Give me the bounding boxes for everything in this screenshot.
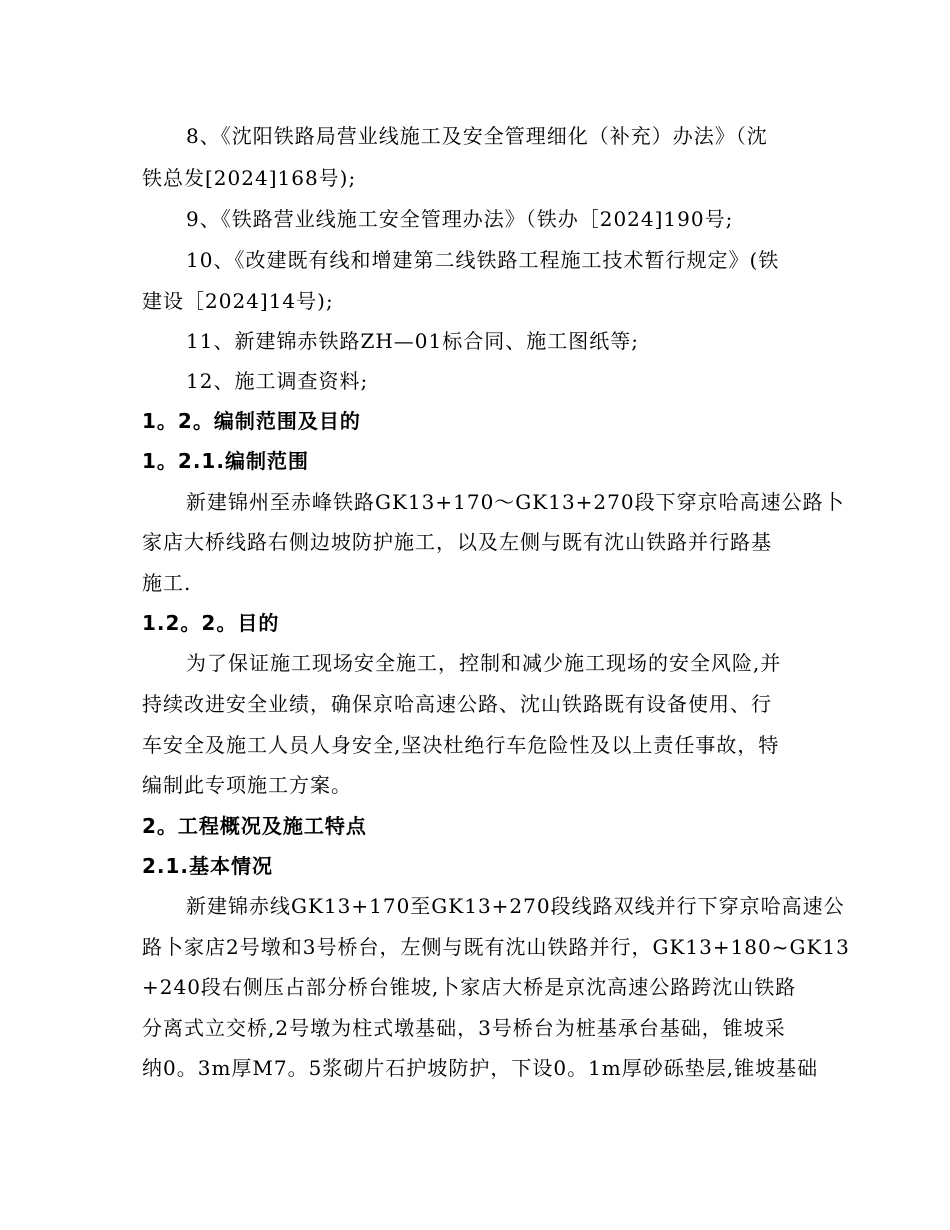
text-line: 车安全及施工人员人身安全,坚决杜绝行车危险性及以上责任事故，特 [142,733,780,757]
text-line: 纳0。3m厚M7。5浆砌片石护坡防护，下设0。1m厚砂砾垫层,锥坡基础 [142,1056,819,1080]
text-line: 新建锦赤线GK13+170至GK13+270段线路双线并行下穿京哈高速公 [186,894,845,918]
section-heading: 2。工程概况及施工特点 [142,814,367,838]
text-line: 新建锦州至赤峰铁路GK13+170～GK13+270段下穿京哈高速公路卜 [186,490,845,514]
section-heading: 2.1.基本情况 [142,854,274,878]
text-line: 8、《沈阳铁路局营业线施工及安全管理细化（补充）办法》（沈 [186,124,768,148]
text-line: +240段右侧压占部分桥台锥坡,卜家店大桥是京沈高速公路跨沈山铁路 [142,975,797,999]
section-heading: 1.2。2。目的 [142,611,280,635]
text-line: 11、新建锦赤铁路ZH—01标合同、施工图纸等; [186,329,639,353]
section-heading: 1。2。编制范围及目的 [142,409,361,433]
text-line: 家店大桥线路右侧边坡防护施工，以及左侧与既有沈山铁路并行路基 [142,530,772,554]
text-line: 建设［2024]14号); [142,289,334,313]
text-line: 铁总发[2024]168号); [142,166,357,190]
text-line: 为了保证施工现场安全施工，控制和减少施工现场的安全风险,并 [186,651,782,675]
text-line: 持续改进安全业绩，确保京哈高速公路、沈山铁路既有设备使用、行 [142,692,772,716]
text-line: 分离式立交桥,2号墩为柱式墩基础，3号桥台为桩基承台基础，锥坡采 [142,1016,786,1040]
text-line: 施工. [142,571,192,595]
text-line: 9、《铁路营业线施工安全管理办法》（铁办［2024]190号; [186,207,734,231]
text-line: 编制此专项施工方案。 [142,773,352,797]
text-line: 12、施工调查资料; [186,369,369,393]
section-heading: 1。2.1.编制范围 [142,449,309,473]
text-line: 10、《改建既有线和增建第二线铁路工程施工技术暂行规定》(铁 [186,248,780,272]
text-line: 路卜家店2号墩和3号桥台，左侧与既有沈山铁路并行，GK13+180~GK13 [142,935,850,959]
